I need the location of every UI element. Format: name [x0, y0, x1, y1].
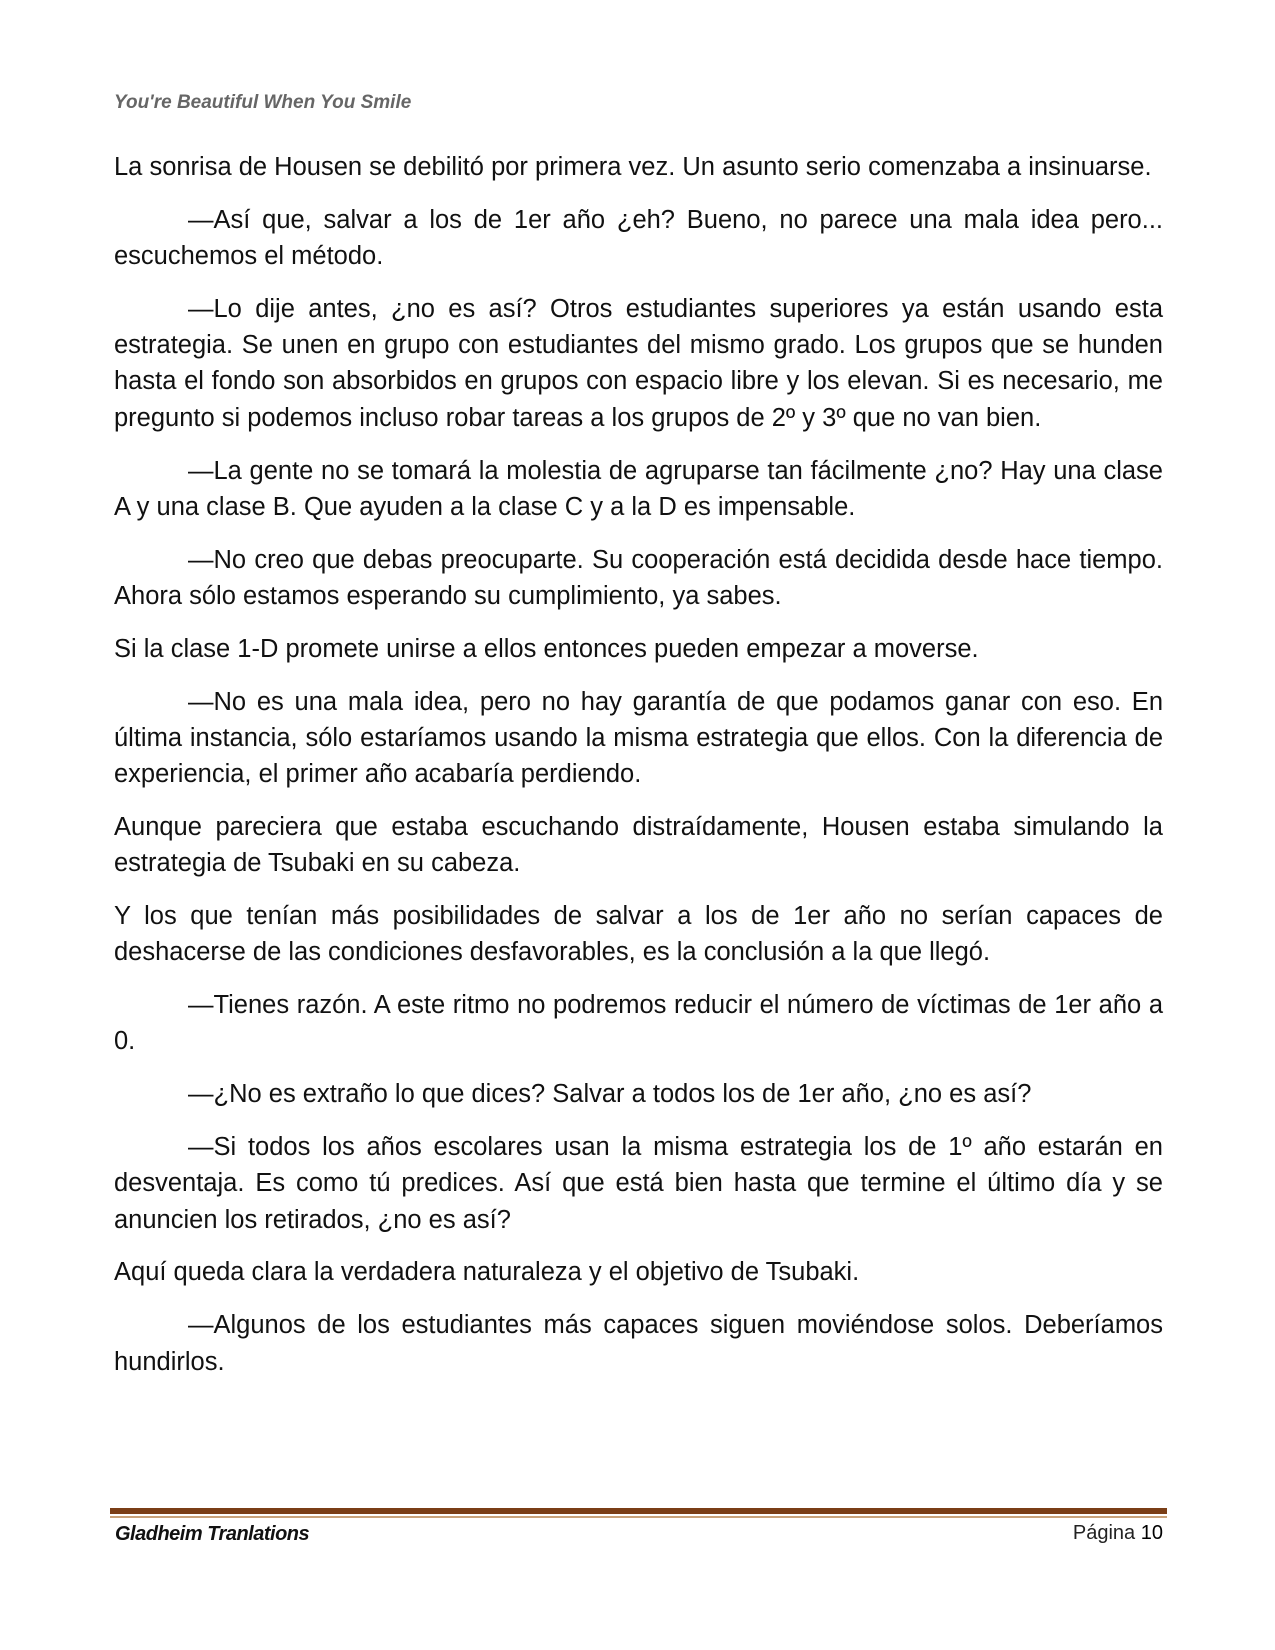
paragraph: —La gente no se tomará la molestia de agruparse tan fácilmente ¿no? Hay una clase A y una clase B. Que ayuden a la clase C y a la D es impensable.: [114, 456, 1163, 521]
running-header: You're Beautiful When You Smile: [114, 92, 412, 113]
paragraph: —¿No es extraño lo que dices? Salvar a todos los de 1er año, ¿no es así?: [188, 1080, 1032, 1109]
paragraph: Aquí queda clara la verdadera naturaleza y el objetivo de Tsubaki.: [114, 1258, 860, 1287]
page-body: [114, 149, 1163, 1396]
paragraph: —Así que, salvar a los de 1er año ¿eh? Bueno, no parece una mala idea pero... escuchemos el método.: [114, 205, 1163, 271]
footer-page: [1073, 1522, 1163, 1545]
paragraph: —No creo que debas preocuparte. Su cooperación está decidida desde hace tiempo. Ahora sólo estamos esperando su cumplimiento, ya sabes.: [114, 545, 1163, 610]
paragraph: Aunque pareciera que estaba escuchando distraídamente, Housen estaba simulando la estrategia de Tsubaki en su cabeza.: [114, 812, 1163, 878]
paragraph: —Lo dije antes, ¿no es así? Otros estudiantes superiores ya están usando esta estrategia. Se unen en grupo con estudiantes del mismo grado. Los grupos que se hunden hasta el fondo son absorbidos en grupos con espacio libre y los elevan. Si es necesario, me pregunto si podemos incluso robar tareas a los grupos de 2º y 3º que no van bien.: [114, 294, 1163, 432]
page-label: Página: [1072, 1522, 1136, 1544]
footer-publisher: Gladheim Tranlations: [115, 1523, 310, 1545]
paragraph: La sonrisa de Housen se debilitó por primera vez. Un asunto serio comenzaba a insinuarse.: [114, 153, 1152, 181]
paragraph: Si la clase 1-D promete unirse a ellos entonces pueden empezar a moverse.: [114, 634, 979, 663]
paragraph: —No es una mala idea, pero no hay garantía de que podamos ganar con eso. En última instancia, sólo estaríamos usando la misma estrategia que ellos. Con la diferencia de experiencia, el primer año acabaría perdiendo.: [114, 687, 1163, 789]
footer-rule-thin: [110, 1516, 1167, 1518]
paragraph: —Tienes razón. A este ritmo no podremos reducir el número de víctimas de 1er año a 0.: [114, 991, 1163, 1056]
footer-rule: [110, 1508, 1167, 1514]
paragraph: —Algunos de los estudiantes más capaces siguen moviéndose solos. Deberíamos hundirlos.: [114, 1311, 1163, 1376]
paragraph: —Si todos los años escolares usan la misma estrategia los de 1º año estarán en desventaja. Es como tú predices. Así que está bien hasta que termine el último día y se anuncien los retirados, ¿no es así?: [114, 1133, 1163, 1234]
paragraph: Y los que tenían más posibilidades de salvar a los de 1er año no serían capaces de deshacerse de las condiciones desfavorables, es la conclusión a la que llegó.: [114, 902, 1163, 967]
page-number: 10: [1140, 1522, 1163, 1544]
